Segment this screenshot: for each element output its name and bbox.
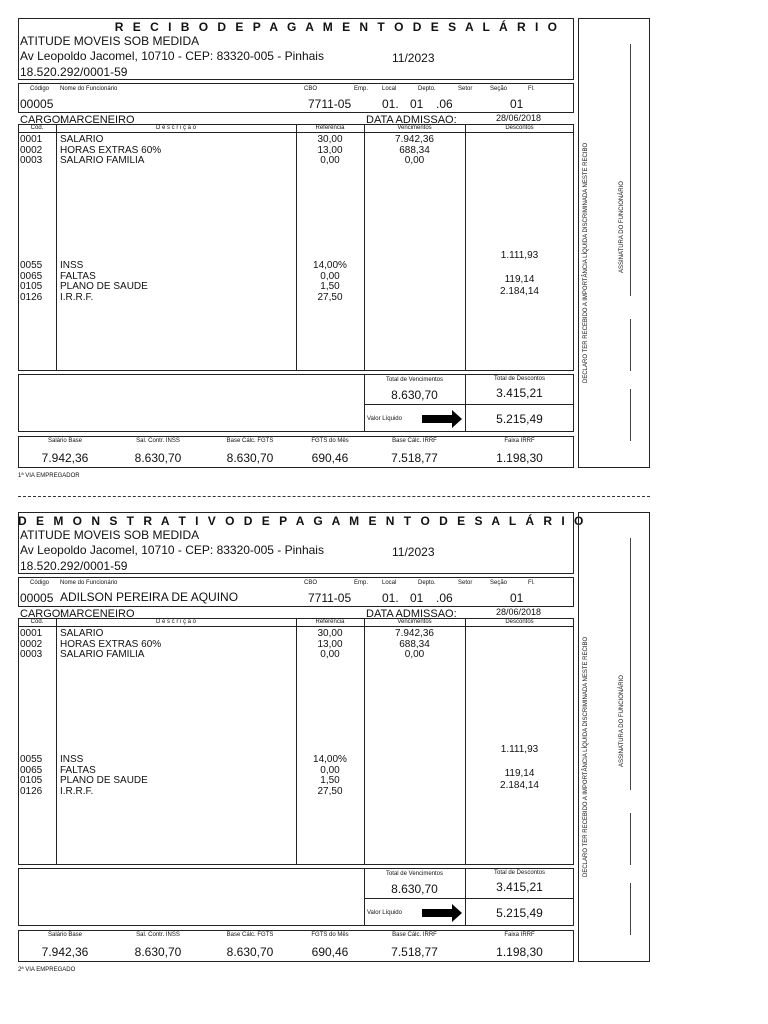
base-fgts-label: Base Cálc. FGTS bbox=[226, 438, 274, 444]
signature-line[interactable] bbox=[630, 538, 631, 790]
faixa-irrf-label: Faixa IRRF bbox=[504, 932, 535, 938]
faixa-irrf-value: 1.198,30 bbox=[496, 451, 543, 465]
admissao-value: 28/06/2018 bbox=[496, 607, 542, 617]
salario-base-value: 7.942,36 bbox=[41, 945, 89, 959]
total-vencimentos-value: 8.630,70 bbox=[391, 882, 438, 896]
cargo-value: MARCENEIRO bbox=[60, 114, 135, 126]
employee-code: 00005 bbox=[20, 97, 54, 111]
base-irrf-label: Base Cálc. IRRF bbox=[392, 438, 437, 444]
referencia-header: Referência bbox=[315, 125, 345, 131]
nome-header: Nome do Funcionário bbox=[60, 580, 118, 586]
declaration-text: DECLARO TER RECEBIDO A IMPORTÂNCIA LÍQUIDA DISCRIMINADA NESTE RECIBO bbox=[583, 636, 589, 877]
company-name: ATITUDE MOVEIS SOB MEDIDA bbox=[20, 528, 200, 542]
secao-header: Seção bbox=[490, 86, 508, 92]
setor-header: Setor bbox=[458, 580, 473, 586]
employee-local: 01. bbox=[382, 97, 399, 111]
cargo-value: MARCENEIRO bbox=[60, 608, 135, 620]
cbo-header: CBO bbox=[304, 580, 318, 586]
cargo-label: CARGO: bbox=[20, 608, 64, 620]
employee-depto: 01 bbox=[410, 97, 424, 111]
total-descontos-label: Total de Descontos bbox=[493, 870, 546, 876]
employee-cbo: 7711-05 bbox=[308, 591, 352, 605]
cod-header: Cód. bbox=[30, 125, 44, 131]
local-header: Local bbox=[382, 580, 397, 586]
cod-header: Cód. bbox=[30, 619, 44, 625]
sal-contr-inss-label: Sal. Contr. INSS bbox=[136, 932, 180, 938]
emp-header: Emp. bbox=[354, 580, 369, 586]
arrow-right-icon bbox=[422, 415, 452, 423]
pay-period: 11/2023 bbox=[392, 545, 435, 559]
payslip-main bbox=[18, 18, 574, 468]
codigo-header: Código bbox=[30, 86, 50, 92]
admissao-label: DATA ADMISSAO: bbox=[366, 608, 457, 620]
document-title: R E C I B O D E P A G A M E N T O D E S A L Á R I O bbox=[114, 20, 560, 34]
vencimentos-header: Vencimentos bbox=[397, 125, 432, 131]
base-irrf-label: Base Cálc. IRRF bbox=[392, 932, 437, 938]
faixa-irrf-value: 1.198,30 bbox=[496, 945, 543, 959]
fl-header: Fl. bbox=[528, 86, 535, 92]
base-irrf-value: 7.518,77 bbox=[391, 451, 438, 465]
item-earnings: 7.942,36 688,34 0,00 bbox=[395, 134, 434, 166]
total-vencimentos-label: Total de Vencimentos bbox=[385, 871, 444, 877]
base-fgts-value: 8.630,70 bbox=[226, 945, 274, 959]
employee-name: ADILSON PEREIRA DE AQUINO bbox=[60, 590, 239, 604]
total-vencimentos-label: Total de Vencimentos bbox=[385, 377, 444, 383]
sal-contr-inss-value: 8.630,70 bbox=[134, 945, 182, 959]
signature-panel bbox=[578, 18, 650, 468]
signature-line[interactable] bbox=[630, 44, 631, 296]
item-codes: 0001 0002 0003 0055 0065 0105 0126 bbox=[20, 134, 43, 303]
base-fgts-label: Base Cálc. FGTS bbox=[226, 932, 274, 938]
valor-liquido-label: Valor Líquido bbox=[367, 910, 402, 916]
payslip-copy bbox=[18, 18, 650, 478]
company-cnpj: 18.520.292/0001-59 bbox=[20, 559, 128, 573]
descontos-header: Descontos bbox=[505, 125, 534, 131]
payslip-copy bbox=[18, 512, 650, 972]
referencia-header: Referência bbox=[315, 619, 345, 625]
descricao-header: D e s c r i ç ã o bbox=[155, 125, 196, 131]
total-descontos-value: 3.415,21 bbox=[496, 880, 543, 894]
employee-setor: .06 bbox=[436, 591, 453, 605]
secao-header: Seção bbox=[490, 580, 508, 586]
salario-base-label: Salário Base bbox=[47, 438, 83, 444]
arrow-right-icon bbox=[422, 909, 452, 917]
valor-liquido-value: 5.215,49 bbox=[496, 906, 543, 920]
nome-header: Nome do Funcionário bbox=[60, 86, 118, 92]
company-cnpj: 18.520.292/0001-59 bbox=[20, 65, 128, 79]
setor-header: Setor bbox=[458, 86, 473, 92]
sal-contr-inss-label: Sal. Contr. INSS bbox=[136, 438, 180, 444]
salario-base-value: 7.942,36 bbox=[41, 451, 89, 465]
descricao-header: D e s c r i ç ã o bbox=[155, 619, 196, 625]
via-label: 1ª VIA EMPREGADOR bbox=[18, 473, 80, 479]
salario-base-label: Salário Base bbox=[47, 932, 83, 938]
company-name: ATITUDE MOVEIS SOB MEDIDA bbox=[20, 34, 200, 48]
item-descriptions: SALARIO HORAS EXTRAS 60% SALARIO FAMILIA INSS FALTAS PLANO DE SAUDE I.R.R.F. bbox=[60, 628, 162, 797]
employee-local: 01. bbox=[382, 591, 399, 605]
admissao-value: 28/06/2018 bbox=[496, 113, 542, 123]
item-references: 30,00 13,00 0,00 14,00% 0,00 1,50 27,50 bbox=[313, 134, 347, 303]
signature-panel bbox=[578, 512, 650, 962]
codigo-header: Código bbox=[30, 580, 50, 586]
fgts-mes-label: FGTS do Mês bbox=[311, 932, 349, 938]
vencimentos-header: Vencimentos bbox=[397, 619, 432, 625]
depto-header: Depto. bbox=[418, 580, 436, 586]
fgts-mes-label: FGTS do Mês bbox=[311, 438, 349, 444]
total-vencimentos-value: 8.630,70 bbox=[391, 388, 438, 402]
item-descriptions: SALARIO HORAS EXTRAS 60% SALARIO FAMILIA INSS FALTAS PLANO DE SAUDE I.R.R.F. bbox=[60, 134, 162, 303]
cargo-label: CARGO: bbox=[20, 114, 64, 126]
base-fgts-value: 8.630,70 bbox=[226, 451, 274, 465]
employee-depto: 01 bbox=[410, 591, 424, 605]
valor-liquido-label: Valor Líquido bbox=[367, 416, 402, 422]
cbo-header: CBO bbox=[304, 86, 318, 92]
faixa-irrf-label: Faixa IRRF bbox=[504, 438, 535, 444]
item-references: 30,00 13,00 0,00 14,00% 0,00 1,50 27,50 bbox=[313, 628, 347, 797]
total-descontos-value: 3.415,21 bbox=[496, 386, 543, 400]
local-header: Local bbox=[382, 86, 397, 92]
fl-header: Fl. bbox=[528, 580, 535, 586]
admissao-label: DATA ADMISSAO: bbox=[366, 114, 457, 126]
emp-header: Emp. bbox=[354, 86, 369, 92]
cut-line bbox=[18, 496, 650, 497]
pay-period: 11/2023 bbox=[392, 51, 435, 65]
employee-cbo: 7711-05 bbox=[308, 97, 352, 111]
descontos-header: Descontos bbox=[505, 619, 534, 625]
item-earnings: 7.942,36 688,34 0,00 bbox=[395, 628, 434, 660]
valor-liquido-value: 5.215,49 bbox=[496, 412, 543, 426]
item-deductions: 1.111,93 119,14 2.184,14 bbox=[500, 744, 539, 791]
total-descontos-label: Total de Descontos bbox=[493, 376, 546, 382]
signature-label: ASSINATURA DO FUNCIONÁRIO bbox=[619, 181, 625, 273]
item-codes: 0001 0002 0003 0055 0065 0105 0126 bbox=[20, 628, 43, 797]
company-address: Av Leopoldo Jacomel, 10710 - CEP: 83320-005 - Pinhais bbox=[20, 49, 324, 63]
via-label: 2ª VIA EMPREGADO bbox=[18, 967, 76, 973]
employee-code: 00005 bbox=[20, 591, 54, 605]
employee-setor: .06 bbox=[436, 97, 453, 111]
sal-contr-inss-value: 8.630,70 bbox=[134, 451, 182, 465]
base-irrf-value: 7.518,77 bbox=[391, 945, 438, 959]
document-title: D E M O N S T R A T I V O D E P A G A M E N T O D E S A L Á R I O bbox=[18, 514, 587, 528]
signature-label: ASSINATURA DO FUNCIONÁRIO bbox=[619, 675, 625, 767]
company-address: Av Leopoldo Jacomel, 10710 - CEP: 83320-005 - Pinhais bbox=[20, 543, 324, 557]
employee-fl: 01 bbox=[510, 97, 524, 111]
fgts-mes-value: 690,46 bbox=[311, 451, 349, 465]
declaration-text: DECLARO TER RECEBIDO A IMPORTÂNCIA LÍQUIDA DISCRIMINADA NESTE RECIBO bbox=[583, 142, 589, 383]
fgts-mes-value: 690,46 bbox=[311, 945, 349, 959]
depto-header: Depto. bbox=[418, 86, 436, 92]
item-deductions: 1.111,93 119,14 2.184,14 bbox=[500, 250, 539, 297]
employee-fl: 01 bbox=[510, 591, 524, 605]
